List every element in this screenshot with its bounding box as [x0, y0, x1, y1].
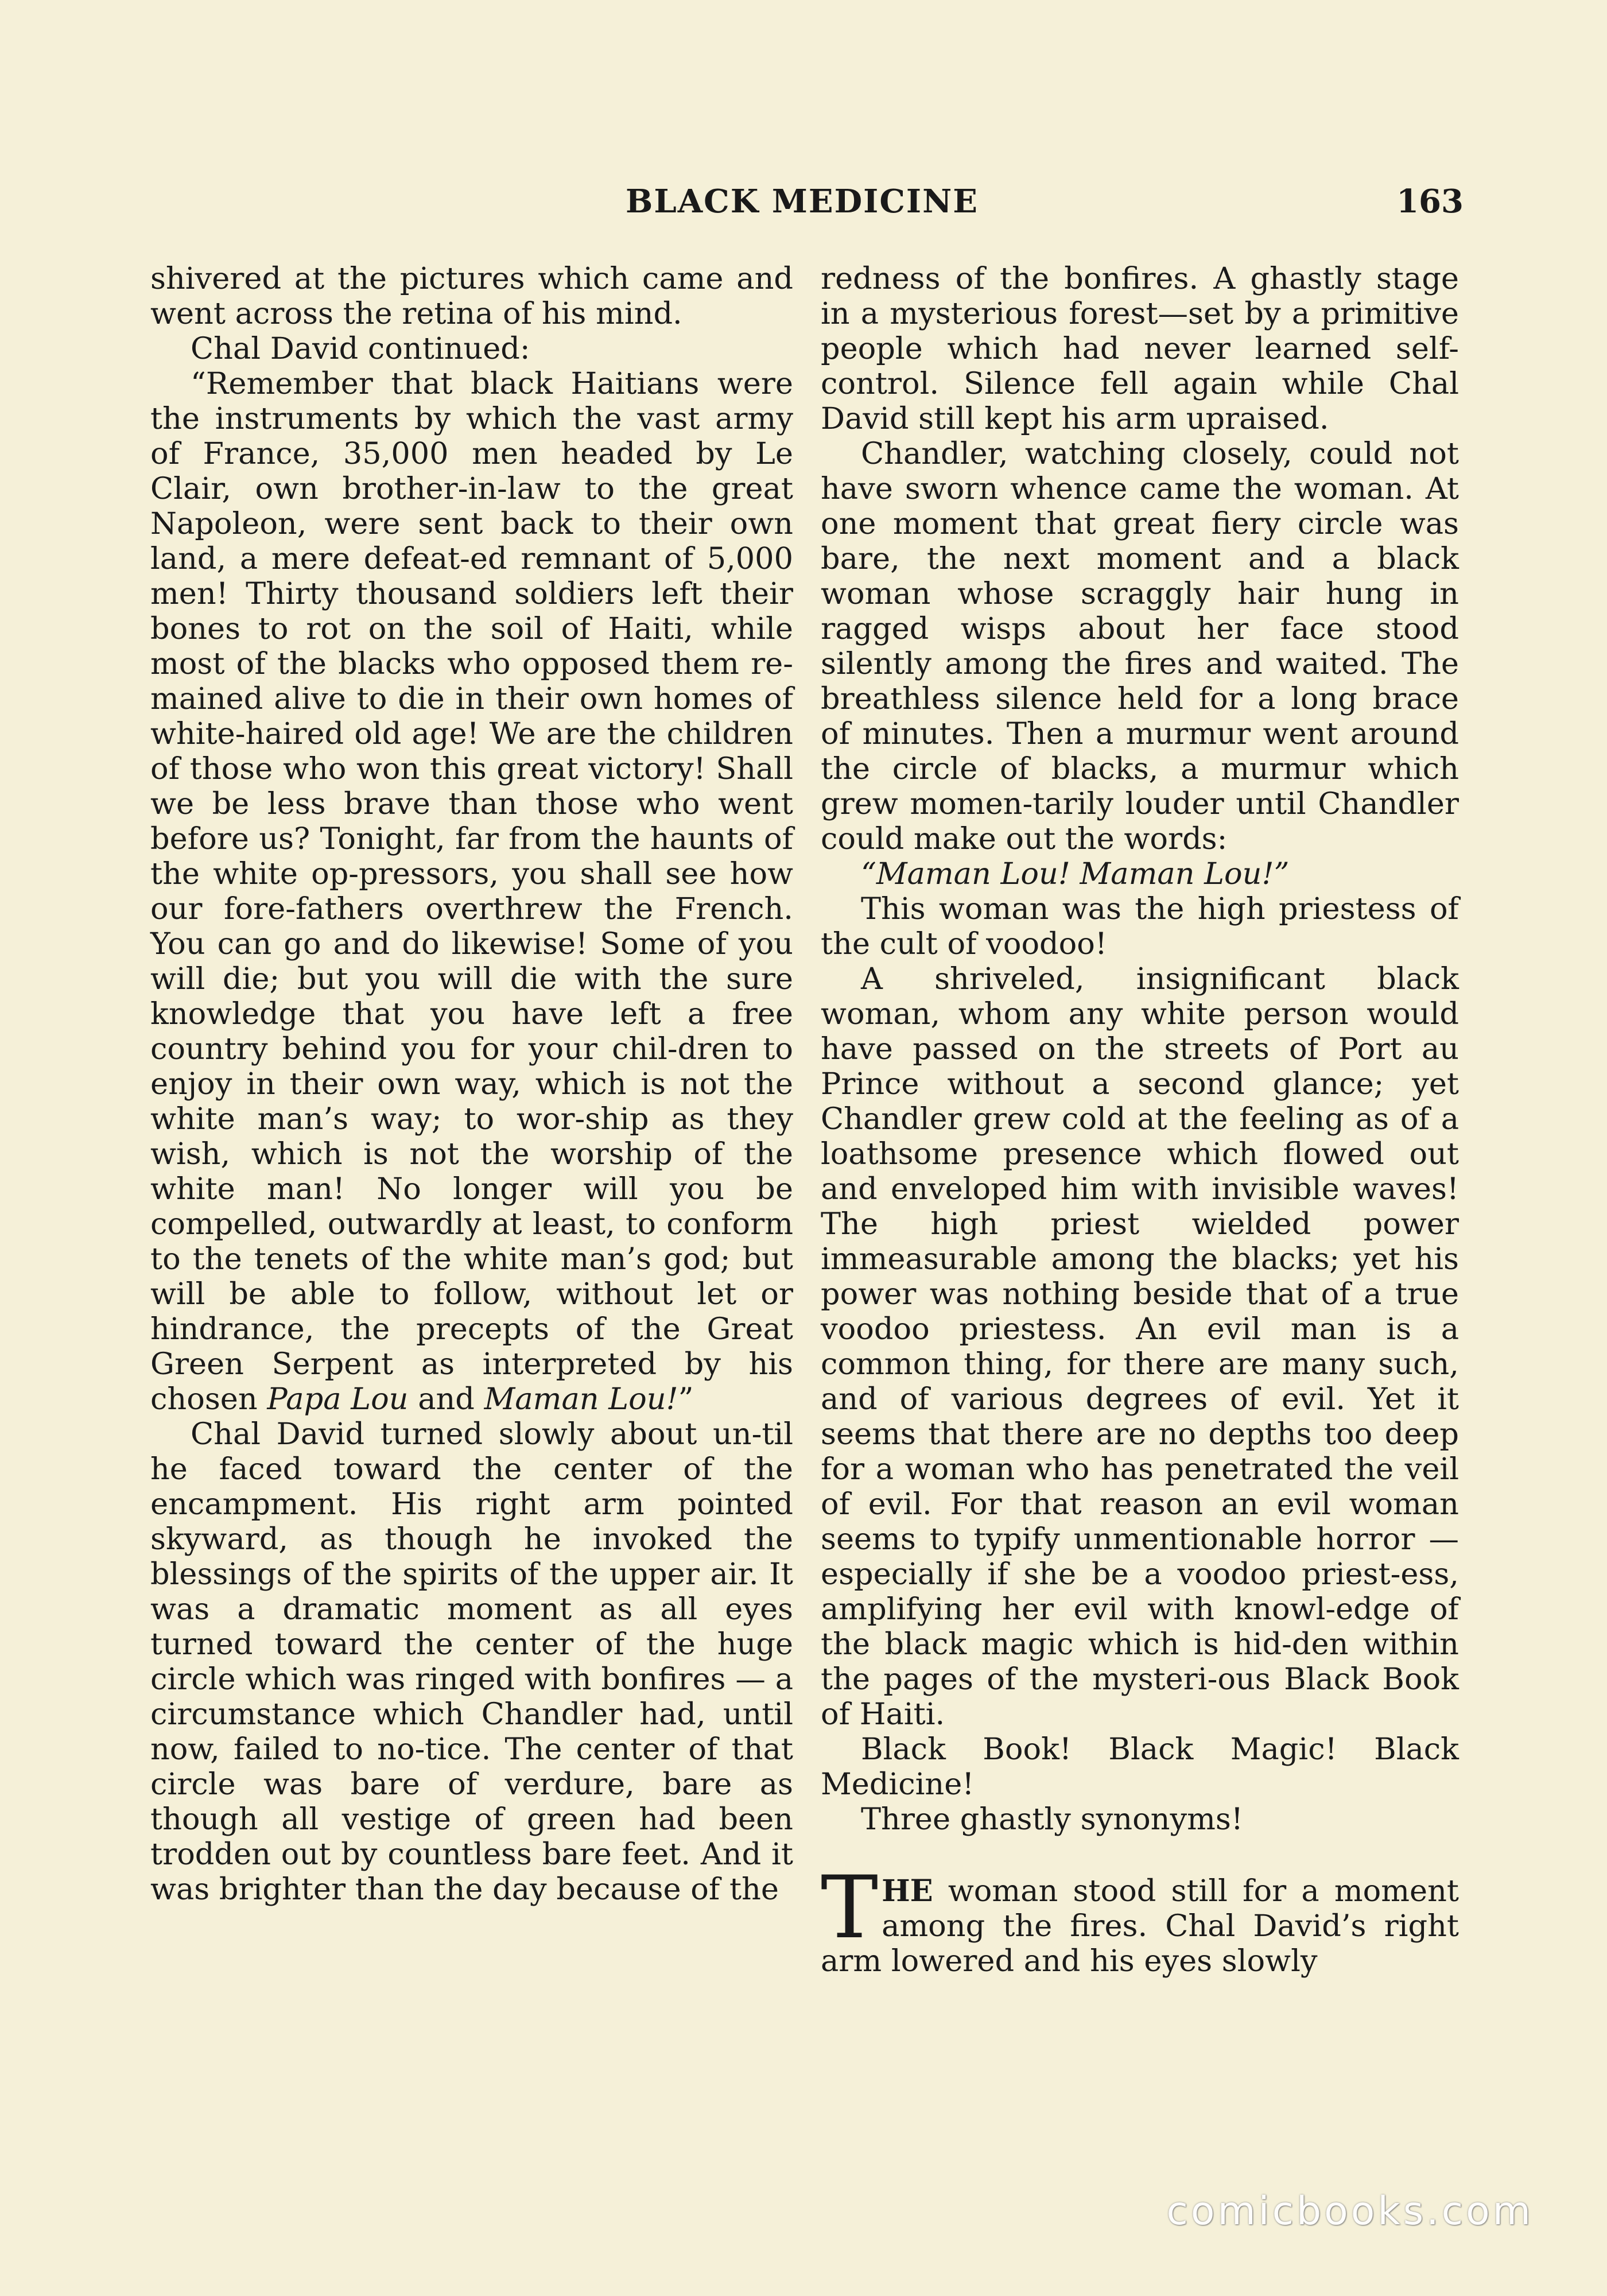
speech-text: “Remember that black Haitians were the instruments by which the vast army of France, 35,000 men headed by Le Clair, own brother-in-law to the great Napoleon, were sent back to their own land, a mere defeat-ed remnant of 5,000 men! Thirty thousand soldiers left their bones to rot on the soil of Haiti, while most of the blacks who opposed them re-mained alive to die in their own homes of white-haired old age! We are the children of those who won this great victory! Shall we be less brave than those who went before us? Tonight, far from the haunts of the white op-pressors, you shall see how our fore-fathers overthrew the French. You can go and do likewise! Some of you will die; but you will die with the sure knowledge that you have left a free country behind you for your chil-dren to enjoy in their own way, which is not the white man’s way; to wor-ship as they wish, which is not the worship of the white man! No longer will you be compelled, outwardly at least, to conform to the tenets of the white man’s god; but will be able to follow, without let or hindrance, the precepts of the Great Green Serpent as interpreted by his chosen: [150, 366, 793, 1417]
page-number: 163: [1396, 183, 1464, 220]
running-title: BLACK MEDICINE: [626, 183, 979, 220]
paragraph: Chal David turned slowly about un-til he faced toward the center of the encampment. His right arm pointed skyward, as though he invoked the blessings of the spirits of the upper air. It was a dramatic moment as all eyes turned toward the center of the huge circle which was ringed with bonfires — a circumstance which Chandler had, until now, failed to no-tice. The center of that circle was bare of verdure, bare as though all vestige of green had been trodden out by countless bare feet. And it was brighter than the day because of the: [150, 1417, 793, 1907]
closing-quote: ”: [678, 1382, 694, 1417]
paragraph: Chal David continued:: [191, 331, 530, 366]
conjunction: and: [408, 1382, 484, 1417]
italic-name: Maman Lou!: [484, 1382, 678, 1417]
paragraph: This woman was the high priestess of the cult of voodoo!: [821, 891, 1459, 961]
watermark: comicbooks.com: [1166, 2189, 1534, 2234]
paragraph: Three ghastly synonyms!: [861, 1802, 1243, 1837]
left-column: [150, 261, 793, 1907]
speech-paragraph: [150, 366, 793, 1417]
paragraph: Chandler, watching closely, could not have sworn whence came the woman. At one moment that great fiery circle was bare, the next moment and a black woman whose scraggly hair hung in ragged wisps about her face stood silently among the fires and waited. The breathless silence held for a long brace of minutes. Then a murmur went around the circle of blacks, a murmur which grew momen-tarily louder until Chandler could make out the words:: [821, 436, 1459, 856]
drop-cap: T: [821, 1858, 879, 1958]
paragraph: shivered at the pictures which came and went across the retina of his mind.: [150, 261, 793, 331]
section-opening-paragraph: [821, 1858, 1459, 1979]
paragraph-text: woman stood still for a moment among the fires. Chal David’s right arm lowered and his eyes slowly: [821, 1874, 1459, 1979]
chant-line: “Maman Lou! Maman Lou!”: [861, 856, 1290, 891]
paragraph: redness of the bonfires. A ghastly stage in a mysterious forest—set by a primitive people which had never learned self-control. Silence fell again while Chal David still kept his arm upraised.: [821, 261, 1459, 436]
small-caps-word: HE: [882, 1874, 933, 1909]
italic-name: Papa Lou: [267, 1382, 409, 1417]
paragraph: A shriveled, insignificant black woman, whom any white person would have passed on the streets of Port au Prince without a second glance; yet Chandler grew cold at the feeling as of a loathsome presence which flowed out and enveloped him with invisible waves! The high priest wielded power immeasurable among the blacks; yet his power was nothing beside that of a true voodoo priestess. An evil man is a common thing, for there are many such, and of various degrees of evil. Yet it seems that there are no depths too deep for a woman who has penetrated the veil of evil. For that reason an evil woman seems to typify unmentionable horror —especially if she be a voodoo priest-ess, amplifying her evil with knowl-edge of the black magic which is hid-den within the pages of the mysteri-ous Black Book of Haiti.: [821, 961, 1459, 1732]
paragraph: Black Book! Black Magic! Black Medicine!: [821, 1732, 1459, 1802]
running-head: [0, 183, 1607, 220]
right-column: [821, 261, 1459, 1979]
